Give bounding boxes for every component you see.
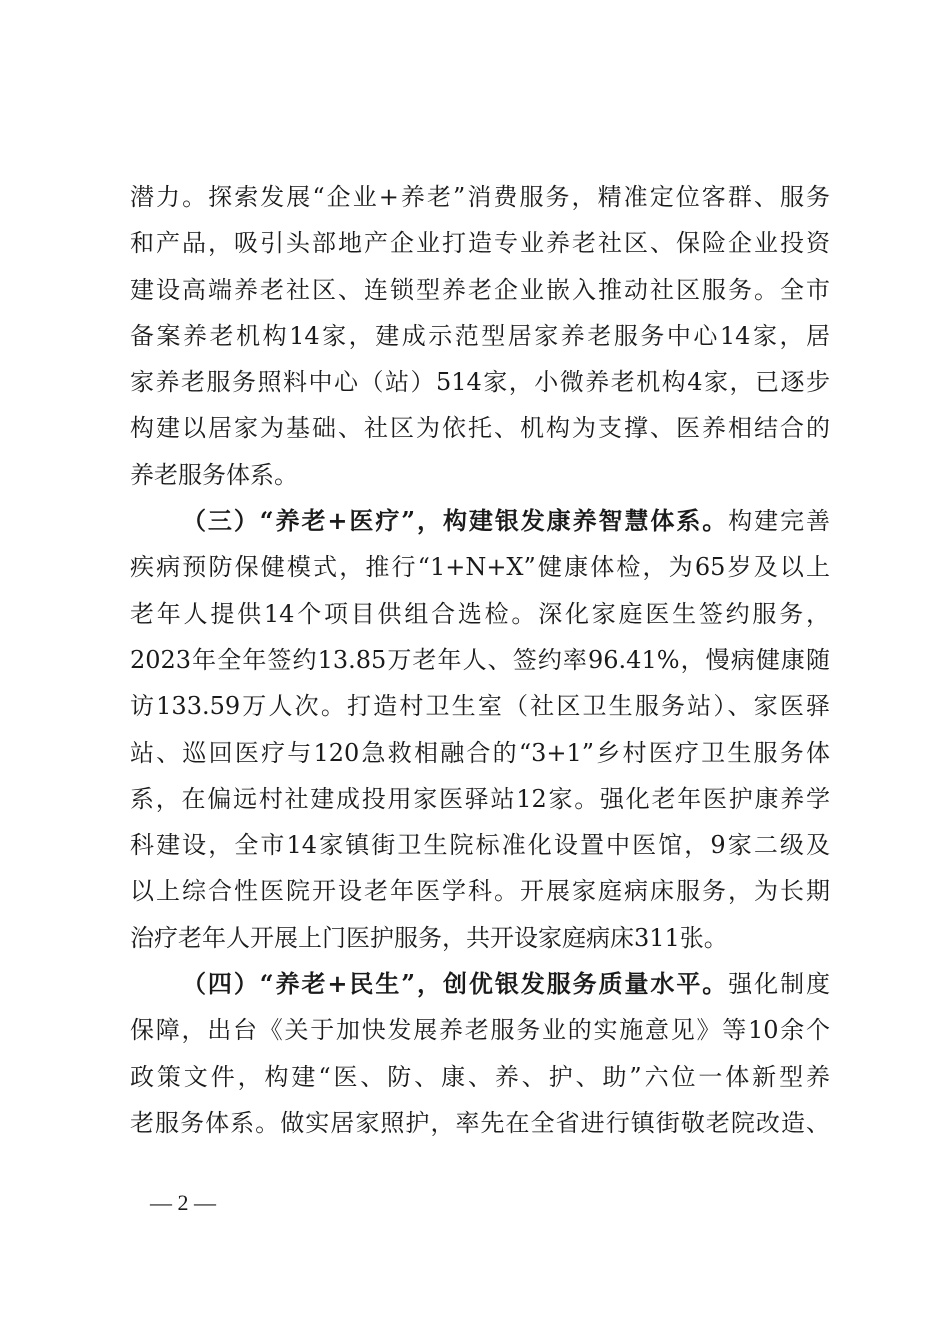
paragraph-1 bbox=[130, 174, 830, 498]
text-line: 建设高端养老社区、连锁型养老企业嵌入推动社区服务。全市 bbox=[130, 275, 830, 304]
section-heading-4: （四）“养老+民生”，创优银发服务质量水平。 bbox=[182, 969, 729, 999]
body-text bbox=[130, 174, 830, 1146]
paragraph-3 bbox=[130, 961, 830, 1146]
text-line: 家养老服务照料中心（站）514家，小微养老机构4家，已逐步 bbox=[130, 368, 830, 397]
text-line: 访133.59万人次。打造村卫生室（社区卫生服务站）、家医驿 bbox=[130, 692, 830, 721]
text-line: 系，在偏远村社建成投用家医驿站12家。强化老年医护康养学 bbox=[130, 784, 830, 813]
text-line: 老服务体系。做实居家照护，率先在全省进行镇街敬老院改造、 bbox=[130, 1108, 830, 1137]
paragraph-first-line bbox=[130, 498, 830, 544]
text-line: 疾病预防保健模式，推行“1+N+X”健康体检，为65岁及以上 bbox=[130, 553, 830, 582]
text-line: 2023年全年签约13.85万老年人、签约率96.41%，慢病健康随 bbox=[130, 645, 830, 674]
section-heading-3: （三）“养老+医疗”，构建银发康养智慧体系。 bbox=[182, 506, 729, 536]
text-fragment: 构建完善 bbox=[728, 507, 831, 536]
text-line: 老年人提供14个项目供组合选检。深化家庭医生签约服务， bbox=[130, 599, 830, 628]
text-line: 和产品，吸引头部地产企业打造专业养老社区、保险企业投资 bbox=[130, 229, 830, 258]
text-line: 养老服务体系。 bbox=[130, 460, 298, 489]
paragraph-first-line bbox=[130, 961, 830, 1007]
text-line: 治疗老年人开展上门医护服务，共开设家庭病床311张。 bbox=[130, 923, 728, 952]
text-line: 构建以居家为基础、社区为依托、机构为支撑、医养相结合的 bbox=[130, 414, 830, 443]
paragraph-2 bbox=[130, 498, 830, 961]
page-number: — 2 — bbox=[150, 1190, 216, 1215]
text-line: 政策文件，构建“医、防、康、养、护、助”六位一体新型养 bbox=[130, 1062, 830, 1091]
text-line: 以上综合性医院开设老年医学科。开展家庭病床服务，为长期 bbox=[130, 877, 830, 906]
text-line: 潜力。探索发展“企业+养老”消费服务，精准定位客群、服务 bbox=[130, 183, 830, 211]
text-fragment: 强化制度 bbox=[728, 970, 831, 999]
text-line: 站、巡回医疗与120急救相融合的“3+1”乡村医疗卫生服务体 bbox=[130, 738, 830, 767]
text-line: 备案养老机构14家，建成示范型居家养老服务中心14家，居 bbox=[130, 321, 830, 350]
text-line: 科建设，全市14家镇街卫生院标准化设置中医馆，9家二级及 bbox=[130, 831, 830, 860]
text-line: 保障，出台《关于加快发展养老服务业的实施意见》等10余个 bbox=[130, 1016, 830, 1045]
